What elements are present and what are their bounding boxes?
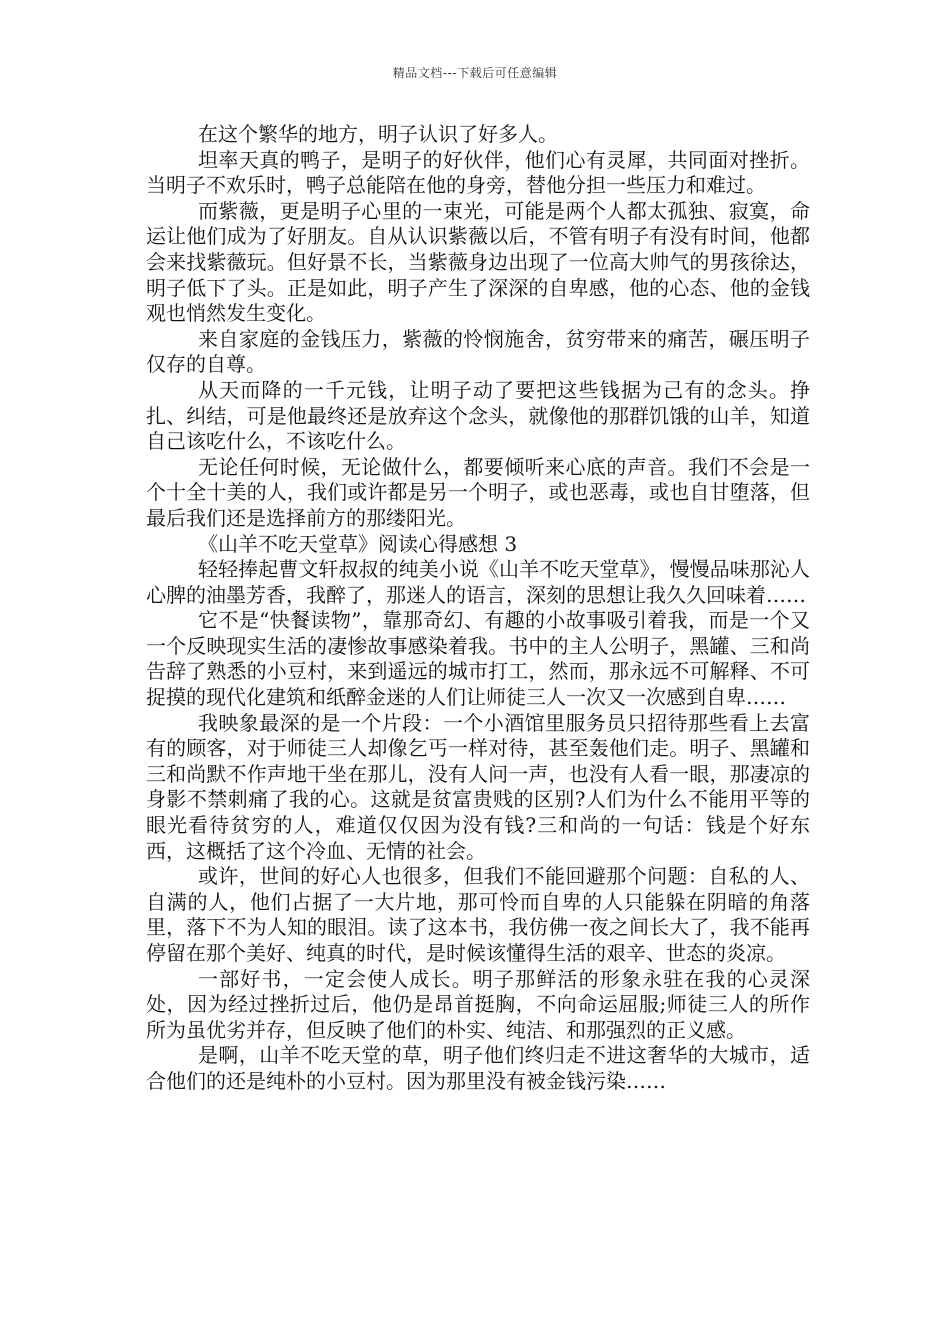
- paragraph-3: 而紫薇，更是明子心里的一束光，可能是两个人都太孤独、寂寞，命运让他们成为了好朋友。自从认识紫薇以后，不管有明子有没有时间，他都会来找紫薇玩。但好景不长，当紫薇身边出现了一位高大帅气的男孩徐达，明子低下了头。正是如此，明子产生了深深的自卑感，他的心态、他的金钱观也悄然发生变化。: [146, 198, 810, 326]
- page-header: 精品文档---下载后可任意编辑: [392, 66, 558, 80]
- paragraph-12: 是啊，山羊不吃天堂的草，明子他们终归走不进这奢华的大城市，适合他们的还是纯朴的小豆村。因为那里没有被金钱污染……: [146, 1043, 810, 1093]
- paragraph-5: 从天而降的一千元钱，让明子动了要把这些钱据为己有的念头。挣扎、纠结，可是他最终还是放弃这个念头，就像他的那群饥饿的山羊，知道自己该吃什么，不该吃什么。: [146, 377, 810, 454]
- paragraph-6: 无论任何时候，无论做什么，都要倾听来心底的声音。我们不会是一个十全十美的人，我们或许都是另一个明子，或也恶毒，或也自甘堕落，但最后我们还是选择前方的那缕阳光。: [146, 454, 810, 530]
- paragraph-8: 它不是“快餐读物”，靠那奇幻、有趣的小故事吸引着我，而是一个又一个反映现实生活的凄惨故事感染着我。书中的主人公明子，黑罐、三和尚告辞了熟悉的小豆村，来到遥远的城市打工，然而，那永远不可解释、不可捉摸的现代化建筑和纸醉金迷的人们让师徒三人一次又一次感到自卑……: [146, 608, 810, 710]
- paragraph-11: 一部好书，一定会使人成长。明子那鲜活的形象永驻在我的心灵深处，因为经过挫折过后，他仍是昂首挺胸，不向命运屈服;师徒三人的所作所为虽优劣并存，但反映了他们的朴实、纯洁、和那强烈的正义感。: [146, 966, 810, 1042]
- paragraph-2: 坦率天真的鸭子，是明子的好伙伴，他们心有灵犀，共同面对挫折。当明子不欢乐时，鸭子总能陪在他的身旁，替他分担一些压力和难过。: [146, 147, 810, 198]
- section-title: 《山羊不吃天堂草》阅读心得感想 3: [198, 531, 518, 556]
- document-body: [146, 122, 810, 1095]
- paragraph-10: 或许，世间的好心人也很多，但我们不能回避那个问题：自私的人、自满的人，他们占据了一大片地，那可怜而自卑的人只能躲在阴暗的角落里，落下不为人知的眼泪。读了这本书，我仿佛一夜之间长大了，我不能再停留在那个美好、纯真的时代，是时候该懂得生活的艰辛、世态的炎凉。: [146, 864, 810, 965]
- paragraph-9: 我映象最深的是一个片段：一个小酒馆里服务员只招待那些看上去富有的顾客，对于师徒三人却像乞丐一样对待，甚至轰他们走。明子、黑罐和三和尚默不作声地干坐在那儿，没有人问一声，也没有人看一眼，那凄凉的身影不禁刺痛了我的心。这就是贫富贵贱的区别?人们为什么不能用平等的眼光看待贫穷的人，难道仅仅因为没有钱?三和尚的一句话：钱是个好东西，这概括了这个冷血、无情的社会。: [146, 710, 810, 863]
- paragraph-4: 来自家庭的金钱压力，紫薇的怜悯施舍，贫穷带来的痛苦，碾压明子仅存的自尊。: [146, 326, 810, 377]
- paragraph-7: 轻轻捧起曹文轩叔叔的纯美小说《山羊不吃天堂草》，慢慢品味那沁人心脾的油墨芳香，我醉了，那迷人的语言，深刻的思想让我久久回味着……: [146, 557, 810, 607]
- paragraph-1: 在这个繁华的地方，明子认识了好多人。: [198, 122, 558, 146]
